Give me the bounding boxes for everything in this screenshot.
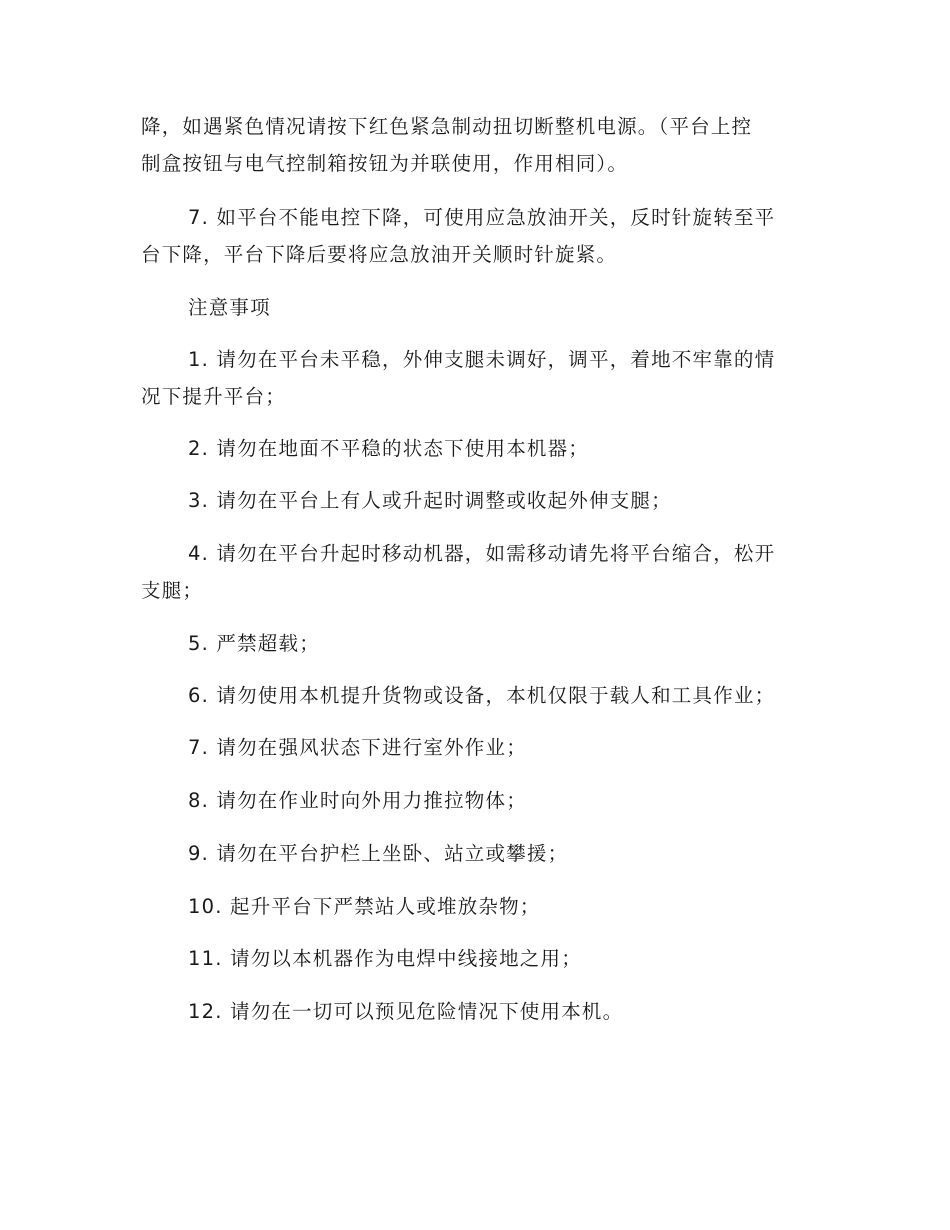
text-line: 3. 请勿在平台上有人或升起时调整或收起外伸支腿；: [188, 489, 672, 512]
paragraph-step-7: [141, 199, 811, 273]
text-line: 台下降，平台下降后要将应急放油开关顺时针旋紧。: [141, 243, 618, 266]
list-item: [141, 341, 811, 415]
text-line: 况下提升平台；: [141, 385, 286, 408]
text-line: 5. 严禁超载；: [188, 632, 320, 655]
text-line: 9. 请勿在平台护栏上坐卧、站立或攀援；: [188, 842, 569, 865]
list-item: [141, 482, 811, 519]
text-line: 6. 请勿使用本机提升货物或设备，本机仅限于载人和工具作业；: [188, 684, 776, 707]
list-item: [141, 430, 811, 467]
text-line: 7. 如平台不能电控下降，可使用应急放油开关，反时针旋转至平: [188, 206, 776, 229]
section-heading: [141, 289, 811, 326]
text-line: 8. 请勿在作业时向外用力推拉物体；: [188, 789, 527, 812]
list-item: [141, 888, 811, 925]
text-line: 10. 起升平台下严禁站人或堆放杂物；: [188, 895, 541, 918]
list-item: [141, 782, 811, 819]
list-item: [141, 535, 811, 609]
list-item: [141, 625, 811, 662]
list-item: [141, 993, 811, 1030]
text-line: 4. 请勿在平台升起时移动机器，如需移动请先将平台缩合，松开: [188, 542, 776, 565]
list-item: [141, 940, 811, 977]
text-line: 1. 请勿在平台未平稳，外伸支腿未调好，调平，着地不牢靠的情: [188, 348, 776, 371]
text-line: 11. 请勿以本机器作为电焊中线接地之用；: [188, 947, 582, 970]
text-line: 2. 请勿在地面不平稳的状态下使用本机器；: [188, 437, 590, 460]
text-line: 支腿；: [141, 579, 204, 602]
list-item: [141, 729, 811, 766]
text-line: 12. 请勿在一切可以预见危险情况下使用本机。: [188, 1000, 624, 1023]
text-line: 制盒按钮与电气控制箱按钮为并联使用，作用相同）。: [141, 152, 629, 175]
paragraph-continuation: [141, 108, 811, 182]
text-line: 7. 请勿在强风状态下进行室外作业；: [188, 736, 527, 759]
list-item: [141, 677, 811, 714]
list-item: [141, 835, 811, 872]
text-line: 降，如遇紧色情况请按下红色紧急制动扭切断整机电源。（平台上控: [141, 115, 753, 138]
heading-text: 注意事项: [188, 296, 271, 319]
